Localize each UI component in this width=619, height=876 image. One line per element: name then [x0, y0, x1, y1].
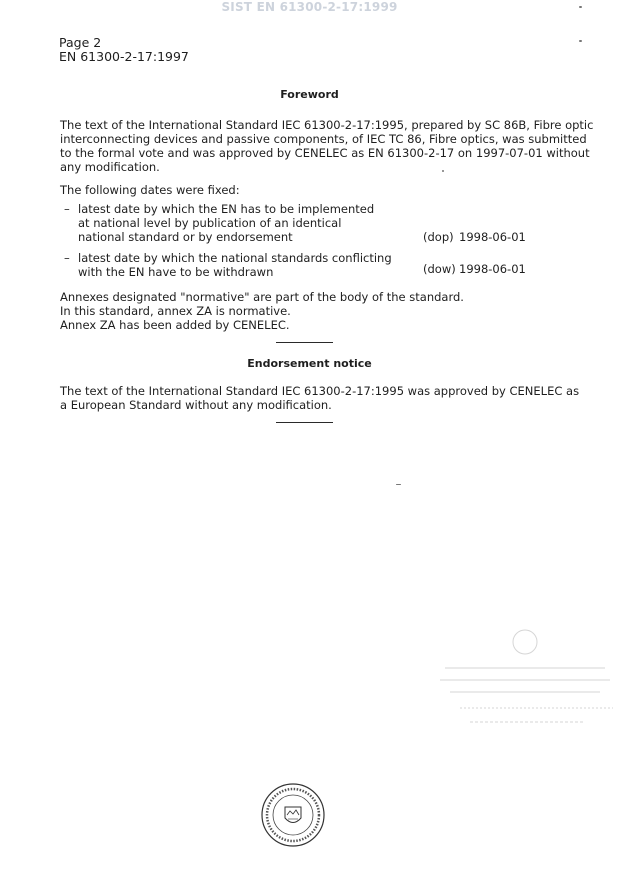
dates-intro: The following dates were fixed:	[60, 183, 240, 197]
list-item-line: at national level by publication of an identical	[78, 216, 342, 230]
foreword-title: Foreword	[280, 88, 339, 101]
faded-stamp-graphic	[435, 628, 615, 738]
foreword-line: any modification.	[60, 160, 160, 174]
endorsement-line: The text of the International Standard IEC 61300-2-17:1995 was approved by CENELEC as	[60, 384, 580, 398]
date-code-dow: (dow)	[423, 262, 456, 276]
list-bullet-dash: –	[64, 202, 70, 216]
annex-line: Annex ZA has been added by CENELEC.	[60, 318, 290, 332]
list-item-dop	[78, 202, 374, 244]
annex-line: Annexes designated "normative" are part of the body of the standard.	[60, 290, 464, 304]
list-item-line: with the EN have to be withdrawn	[78, 265, 274, 279]
date-value-dop: 1998-06-01	[459, 230, 526, 244]
scan-speck	[579, 40, 582, 42]
endorsement-paragraph	[60, 384, 579, 412]
date-code-dop: (dop)	[423, 230, 454, 244]
endorsement-title: Endorsement notice	[247, 357, 372, 370]
annex-line: In this standard, annex ZA is normative.	[60, 304, 291, 318]
list-bullet-dash: –	[64, 251, 70, 265]
page-number: Page 2	[59, 35, 102, 50]
foreword-paragraph	[60, 118, 593, 174]
endorsement-line: a European Standard without any modification.	[60, 398, 332, 412]
document-id: EN 61300-2-17:1997	[59, 49, 189, 64]
official-seal-graphic	[260, 782, 326, 848]
annex-paragraph	[60, 290, 464, 332]
list-item-line: latest date by which the EN has to be implemented	[78, 202, 375, 216]
list-item-line: national standard or by endorsement	[78, 230, 293, 244]
page-header	[59, 36, 189, 64]
date-value-dow: 1998-06-01	[459, 262, 526, 276]
scan-speck	[396, 484, 401, 485]
foreword-line: to the formal vote and was approved by CENELEC as EN 61300-2-17 on 1997-07-01 without	[60, 146, 590, 160]
foreword-line: interconnecting devices and passive components, of IEC TC 86, Fibre optics, was submitted	[60, 132, 587, 146]
section-divider	[276, 342, 333, 343]
scan-speck	[442, 170, 444, 172]
watermark-header: SIST EN 61300-2-17:1999	[221, 0, 398, 14]
scan-speck	[579, 6, 582, 8]
list-item-line: latest date by which the national standards conflicting	[78, 251, 392, 265]
list-item-dow	[78, 251, 392, 279]
foreword-line: The text of the International Standard IEC 61300-2-17:1995, prepared by SC 86B, Fibre optic	[60, 118, 594, 132]
end-divider	[276, 422, 333, 423]
